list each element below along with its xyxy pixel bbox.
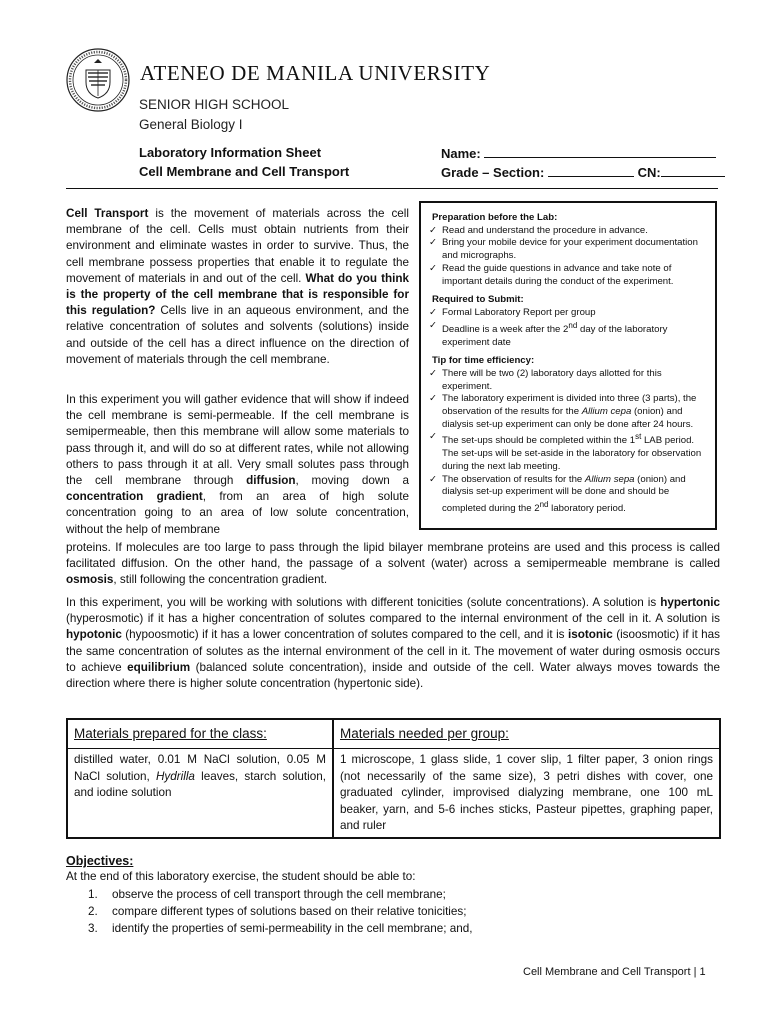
grade-blank: [548, 164, 634, 177]
check-icon: ✓: [429, 319, 437, 331]
objective-text: identify the properties of semi-permeability in the cell membrane; and,: [112, 922, 473, 935]
species-name: Allium sepa: [584, 473, 635, 485]
superscript: nd: [539, 500, 549, 510]
list-item: [429, 307, 708, 320]
experiment-text-2: , moving down a: [295, 474, 410, 488]
term-osmosis: osmosis: [66, 573, 114, 587]
tip-heading: Tip for time efficiency:: [432, 355, 535, 367]
intro-question: What do you think is the property of the cell membrane that is responsible for this regulation?: [66, 271, 410, 318]
prep-list: [429, 225, 708, 289]
tip-item-text: (onion) and dialysis set-up experiment will be done and should be completed during the 2: [442, 473, 686, 515]
objectives-intro: At the end of this laboratory exercise, the student should be able to:: [66, 870, 416, 883]
grade-label: Grade – Section:: [441, 165, 545, 180]
name-label: Name:: [441, 146, 481, 161]
submit-heading: Required to Submit:: [432, 294, 524, 306]
term-hypertonic: hypertonic: [660, 596, 720, 609]
class-materials-column: [68, 720, 334, 837]
term-cell-transport: Cell Transport: [66, 207, 149, 220]
list-item: [88, 920, 473, 937]
list-item: [429, 431, 708, 473]
check-icon: ✓: [429, 473, 437, 485]
name-blank: [484, 145, 716, 158]
tip-item-text: LAB period. The set-ups will be set-aside in the laboratory for observation during the next lab meeting.: [442, 435, 702, 473]
grade-section-field: [441, 164, 725, 180]
tonicity-text-4: (isoosmotic) if it has the same concentration of solutes as the internal environment of the cell in it. The movement of water during osmosis occurs to achieve: [66, 628, 720, 674]
group-materials-text: 1 microscope, 1 glass slide, 1 cover slip, 1 filter paper, 3 onion rings (not necessarily of the same size), 3 petri dishes with cover, one graduated cylinder, improvised dialyzing membrane, one 100 mL beaker, yarn, and 5-6 inches sticks, Pasteur pipettes, graphing paper, and ruler: [340, 753, 713, 832]
term-equilibrium: equilibrium: [127, 660, 191, 674]
materials-text: distilled water, 0.01 M NaCl solution, 0.05 M NaCl solution,: [74, 753, 326, 783]
list-item: [429, 263, 708, 288]
table-header-divider: [68, 748, 332, 749]
tonicity-text-3: (hypoosmotic) if it has a lower concentration of solutes compared to the cell, and it is: [121, 628, 568, 642]
university-name: ATENEO DE MANILA UNIVERSITY: [140, 61, 491, 85]
university-seal-logo: [66, 48, 130, 112]
submit-item-text: Deadline is a week after the 2: [442, 323, 569, 335]
tip-list: [429, 368, 708, 516]
submit-item-text: Formal Laboratory Report per group: [442, 306, 596, 318]
list-item: [429, 474, 708, 516]
tip-item-text: laboratory period.: [548, 503, 626, 515]
term-concentration-gradient: concentration gradient: [66, 490, 203, 504]
item-number: 3.: [88, 922, 98, 935]
check-icon: ✓: [429, 306, 437, 318]
list-item: [429, 225, 708, 238]
intro-text: is the movement of materials across the cell membrane of the cell. Cells must obtain nutrients from their environment and eliminate wastes in order to survive. Thus, the cell membrane possess properties that enable it to regulate the movement of materials in and out of the cell.: [66, 207, 409, 285]
objective-text: compare different types of solutions based on their relative tonicities;: [112, 905, 467, 918]
experiment-text-5: , still following the concentration gradient.: [113, 573, 328, 587]
list-item: [429, 237, 708, 262]
submit-item-text: day of the laboratory experiment date: [442, 323, 668, 348]
objective-text: observe the process of cell transport through the cell membrane;: [112, 888, 446, 901]
sheet-title: Laboratory Information Sheet: [139, 145, 322, 160]
check-icon: ✓: [429, 367, 437, 379]
term-diffusion: diffusion: [246, 474, 296, 488]
lab-preparation-box: [419, 201, 717, 530]
list-item: [88, 886, 473, 903]
list-item: [429, 368, 708, 393]
superscript: nd: [568, 320, 578, 330]
tonicity-text: In this experiment, you will be working with solutions with different tonicities (solute concentrations). A solution is: [66, 596, 661, 609]
header-divider: [66, 188, 718, 189]
cn-blank: [661, 164, 725, 177]
intro-text-2: Cells live in an aqueous environment, and the relative concentration of solutes and solvents (solutions) inside and outside of the cell has a direct influence on the direction of movement of materials through the cell membrane.: [66, 304, 409, 366]
list-item: [429, 320, 708, 350]
page-footer: Cell Membrane and Cell Transport | 1: [523, 966, 706, 978]
tip-item-text: (onion) and dialysis set-up experiment can only be done after 24 hours.: [442, 406, 694, 430]
item-number: 1.: [88, 888, 98, 901]
list-item: [429, 393, 708, 431]
experiment-paragraph-continued: [66, 540, 720, 589]
cn-label: CN:: [637, 165, 661, 180]
prep-item-text: Bring your mobile device for your experiment documentation and micrographs.: [442, 237, 698, 262]
class-materials-heading: Materials prepared for the class:: [74, 726, 267, 741]
term-hypotonic: hypotonic: [66, 628, 122, 642]
objectives-list: [88, 886, 473, 937]
objectives-heading: Objectives:: [66, 854, 134, 868]
topic-title: Cell Membrane and Cell Transport: [139, 164, 350, 179]
item-number: 2.: [88, 905, 98, 918]
tonicity-text-5: (balanced solute concentration), inside and outside of the cell. Water always moves towards the direction where there is higher solute concentration (hypertonic side).: [66, 660, 720, 691]
table-header-divider: [334, 748, 719, 749]
species-name: Allium cepa: [581, 406, 632, 418]
check-icon: ✓: [429, 262, 437, 274]
materials-table: [66, 718, 721, 839]
list-item: [88, 903, 473, 920]
group-materials-column: [334, 720, 719, 837]
experiment-text-3: , from an area of high solute concentration going to an area of low solute concentration, without the help of membrane: [66, 490, 409, 536]
course-name: General Biology I: [139, 117, 243, 132]
tip-item-text: There will be two (2) laboratory days allotted for this experiment.: [442, 367, 662, 392]
species-name: Hydrilla: [155, 769, 195, 783]
check-icon: ✓: [429, 393, 437, 405]
class-materials-text: [74, 752, 326, 802]
superscript: st: [635, 432, 642, 442]
experiment-paragraph: [66, 392, 409, 538]
check-icon: ✓: [429, 237, 437, 249]
tip-item-text: The set-ups should be completed within the 1: [442, 435, 636, 447]
intro-paragraph: [66, 206, 409, 368]
group-materials-heading: Materials needed per group:: [340, 726, 509, 741]
tonicity-text-2: (hyperosmotic) if it has a higher concentration of solutes compared to the internal environment of the cell in it. A solution is: [66, 612, 720, 626]
check-icon: ✓: [429, 431, 437, 443]
tip-item-text: The observation of results for the: [442, 473, 585, 485]
tip-item-text: The laboratory experiment is divided into three (3 parts), the observation of the results for the: [442, 393, 697, 418]
prep-heading: Preparation before the Lab:: [432, 212, 558, 223]
experiment-text: In this experiment you will gather evidence that will show if indeed the cell membrane is semi-permeable. If the cell membrane is semipermeable, then this membrane will allow some materials to pass through it, and will do so at different rates, while not allowing others to pass through it at all. Very small solutes pass through the cell membrane through: [66, 393, 409, 488]
prep-item-text: Read the guide questions in advance and take note of important details during the conduct of the experiment.: [442, 262, 674, 287]
tonicity-paragraph: [66, 595, 720, 692]
name-field: [441, 145, 716, 161]
prep-item-text: Read and understand the procedure in advance.: [442, 224, 648, 236]
materials-text: leaves, starch solution, and iodine solution: [74, 769, 326, 799]
school-name: SENIOR HIGH SCHOOL: [139, 97, 290, 112]
experiment-text-4: proteins. If molecules are too large to pass through the lipid bilayer membrane proteins are used and this process is called facilitated diffusion. On the other hand, the passage of a solvent (water) across a semipermeable membrane is called: [66, 541, 720, 571]
term-isotonic: isotonic: [567, 628, 613, 642]
submit-list: [429, 307, 708, 349]
check-icon: ✓: [429, 224, 437, 236]
